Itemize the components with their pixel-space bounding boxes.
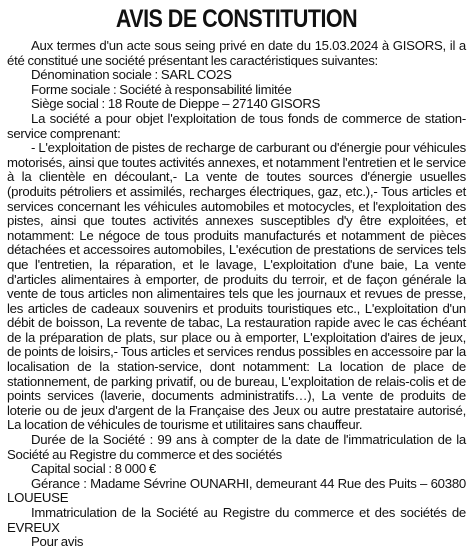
purpose-details-paragraph: - L'exploitation de pistes de recharge de carburant ou d'énergie pour véhicules motorisés, ainsi que toutes activités annexes, et notamment l'entretien et le service à la clientèle en découlant,- La vente de toutes sources d'énergie usuelles (produits pétroliers et assimilés, recharges électriques, gaz, etc.),- Tous articles et services concernant les véhicules automobiles et motocycles, et l'exploitation des pistes, ainsi que toutes activités annexes susceptibles d'y être exploitées, et notamment: Le négoce de tous produits manufacturés et notamment de pièces détachées et accessoires automobiles, L'exécution de prestations de services tels que l'entretien, la réparation, et le lavage, L'exploitation d'une baie, La vente d'articles alimentaires à emporter, de produits du terroir, et de façon générale la vente de tous articles non alimentaires tels que les journaux et revues de presse, les articles de cadeaux souvenirs et produits touristiques etc., L'exploitation d'un débit de boisson, La revente de tabac, La restauration rapide avec le cas échéant de la préparation de plats, sur place ou à emporter, L'exploitation d'aires de jeux, de points de loisirs,- Tous articles et services rendus possibles en accessoire par la localisation de la station-service, dont notamment: La location de place de stationnement, de parking privatif, ou de bureau, L'exploitation de relais-colis et de points services (laverie, documents administratifs…), La vente de produits de loterie ou de jeux d'argent de la Française des Jeux ou autre prestataire autorisé, La location de véhicules de tourisme et utilitaires sans chauffeur.: [7, 140, 466, 433]
management-paragraph: Gérance : Madame Sévrine OUNARHI, demeurant 44 Rue des Puits – 60380 LOUEUSE: [7, 475, 466, 506]
registered-office-line: Siège social : 18 Route de Dieppe – 27140 GISORS: [31, 96, 321, 112]
notice-title: AVIS DE CONSTITUTION: [115, 5, 358, 33]
legal-notice: [7, 3, 466, 550]
purpose-intro-paragraph: La société a pour objet l'exploitation de tous fonds de commerce de station-service comprenant:: [7, 110, 466, 141]
share-capital-line: Capital social : 8 000 €: [31, 461, 156, 477]
closing-line: Pour avis: [31, 534, 84, 550]
duration-paragraph: Durée de la Société : 99 ans à compter de la date de l'immatriculation de la Société au Registre du commerce et des sociétés: [7, 432, 466, 462]
intro-paragraph: Aux termes d'un acte sous seing privé en date du 15.03.2024 à GISORS, il a été constitué une société présentant les caractéristiques suivantes:: [7, 38, 466, 68]
legal-form-line: Forme sociale : Société à responsabilité limitée: [31, 81, 292, 97]
registration-paragraph: Immatriculation de la Société au Registre du commerce et des sociétés de EVREUX: [7, 505, 466, 535]
company-name-line: Dénomination sociale : SARL CO2S: [31, 67, 232, 83]
notice-body: [7, 39, 466, 550]
